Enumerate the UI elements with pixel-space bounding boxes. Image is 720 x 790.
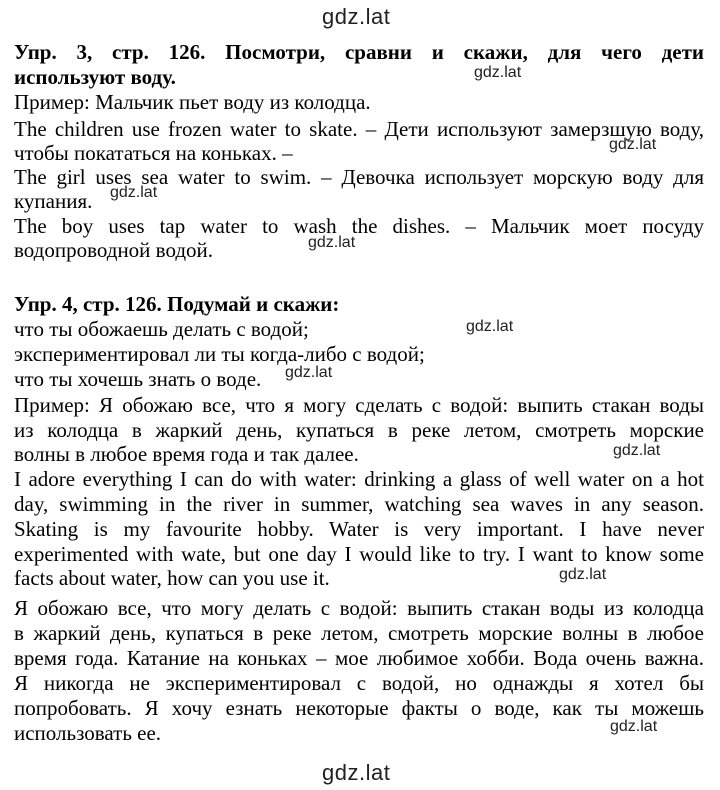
exercise3-line: водопроводной водой.: [14, 238, 214, 262]
watermark: gdz.lat: [308, 234, 356, 251]
watermark: gdz.lat: [610, 718, 658, 735]
exercise4-line: Я обожаю все, что могу делать с водой: выпить стакан воды из колодца: [14, 596, 704, 620]
exercise4-line: время года. Катание на коньках – мое любимое хобби. Вода очень важна.: [14, 646, 704, 670]
exercise4-line: в жаркий день, купаться в реке летом, смотреть морские волны в любое: [14, 621, 704, 645]
exercise3-example: Пример: Мальчик пьет воду из колодца.: [14, 90, 371, 114]
exercise3-line: The children use frozen water to skate. – Дети используют замерзшую воду,: [14, 117, 704, 141]
watermark: gdz.lat: [285, 364, 333, 381]
watermark: gdz.lat: [613, 442, 661, 459]
exercise4-line: day, swimming in the river in summer, watching sea waves in any season.: [14, 492, 704, 516]
exercise4-line: Пример: Я обожаю все, что я могу сделать с водой: выпить стакан воды: [14, 393, 704, 417]
exercise4-line: экспериментировал ли ты когда-либо с водой;: [14, 342, 425, 366]
watermark: gdz.lat: [322, 760, 391, 785]
exercise4-line: волны в любое время года и так далее.: [14, 442, 359, 466]
exercise4-line: facts about water, how can you use it.: [14, 566, 330, 590]
exercise3-heading: Упр. 3, стр. 126. Посмотри, сравни и скажи, для чего дети: [14, 40, 704, 64]
exercise4-line: Я никогда не экспериментировал с водой, но однажды я хотел бы: [14, 671, 704, 695]
watermark: gdz.lat: [466, 318, 514, 335]
exercise4-line: experimented with wate, but one day I would like to try. I want to know some: [14, 542, 704, 566]
exercise4-heading: Упр. 4, стр. 126. Подумай и скажи:: [14, 292, 340, 316]
exercise3-heading-cont: используют воду.: [14, 65, 176, 89]
exercise3-line: The girl uses sea water to swim. – Девочка использует морскую воду для: [14, 165, 704, 189]
exercise4-line: что ты обожаешь делать с водой;: [14, 317, 309, 341]
watermark: gdz.lat: [322, 4, 391, 29]
exercise4-line: из колодца в жаркий день, купаться в реке летом, смотреть морские: [14, 418, 704, 442]
exercise3-line: чтобы покататься на коньках. –: [14, 141, 293, 165]
exercise3-line: The boy uses tap water to wash the dishes. – Мальчик моет посуду: [14, 214, 704, 238]
exercise4-line: Skating is my favourite hobby. Water is very important. I have never: [14, 517, 704, 541]
exercise4-line: попробовать. Я хочу езнать некоторые факты о воде, как ты можешь: [14, 696, 704, 720]
watermark: gdz.lat: [110, 184, 158, 201]
watermark: gdz.lat: [474, 64, 522, 81]
exercise4-line: I adore everything I can do with water: drinking a glass of well water on a hot: [14, 467, 704, 491]
exercise3-line: купания.: [14, 189, 93, 213]
exercise4-line: что ты хочешь знать о воде.: [14, 367, 262, 391]
exercise4-line: использовать ее.: [14, 721, 162, 745]
watermark: gdz.lat: [609, 136, 657, 153]
watermark: gdz.lat: [559, 566, 607, 583]
